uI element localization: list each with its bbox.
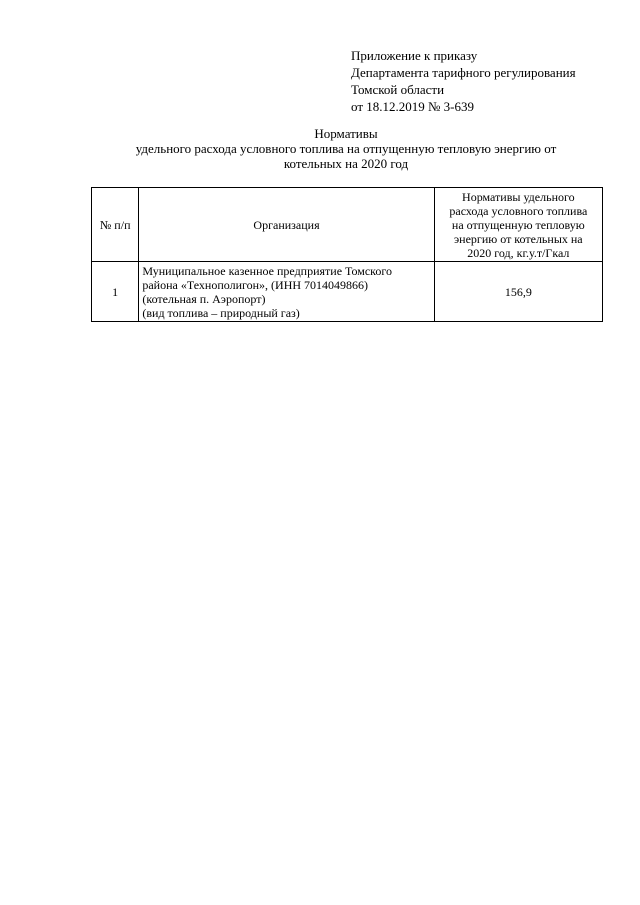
header-norm-line: 2020 год, кг.у.т/Гкал — [467, 245, 570, 260]
header-norm-value — [434, 188, 602, 262]
organization-line: (котельная п. Аэропорт) — [142, 291, 266, 306]
header-norm-line: энергию от котельных на — [454, 231, 583, 246]
appendix-line: Приложение к приказу — [351, 48, 478, 63]
title-line: удельного расхода условного топлива на отпущенную тепловую энергию от — [135, 141, 557, 156]
document-title — [90, 126, 602, 171]
cell-num: 1 — [92, 262, 139, 322]
norms-table — [91, 187, 603, 322]
appendix-reference — [351, 47, 621, 115]
appendix-line: Департамента тарифного регулирования — [351, 65, 576, 80]
cell-organization — [139, 262, 434, 322]
appendix-line: Томской области — [351, 82, 445, 97]
table-row — [92, 262, 603, 322]
table-header-row — [92, 188, 603, 262]
title-line: котельных на 2020 год — [283, 156, 409, 171]
title-line: Нормативы — [314, 126, 378, 141]
header-norm-line: расхода условного топлива — [449, 203, 588, 218]
header-num: № п/п — [92, 188, 139, 262]
organization-line: района «Технополигон», (ИНН 7014049866) — [142, 277, 369, 292]
header-norm-line: на отпущенную тепловую — [451, 217, 585, 232]
appendix-line: от 18.12.2019 № 3-639 — [351, 99, 474, 114]
header-organization: Организация — [139, 188, 434, 262]
organization-line: Муниципальное казенное предприятие Томского — [142, 263, 392, 278]
cell-norm-value: 156,9 — [434, 262, 602, 322]
organization-line: (вид топлива – природный газ) — [142, 305, 300, 320]
header-norm-line: Нормативы удельного — [462, 189, 575, 204]
